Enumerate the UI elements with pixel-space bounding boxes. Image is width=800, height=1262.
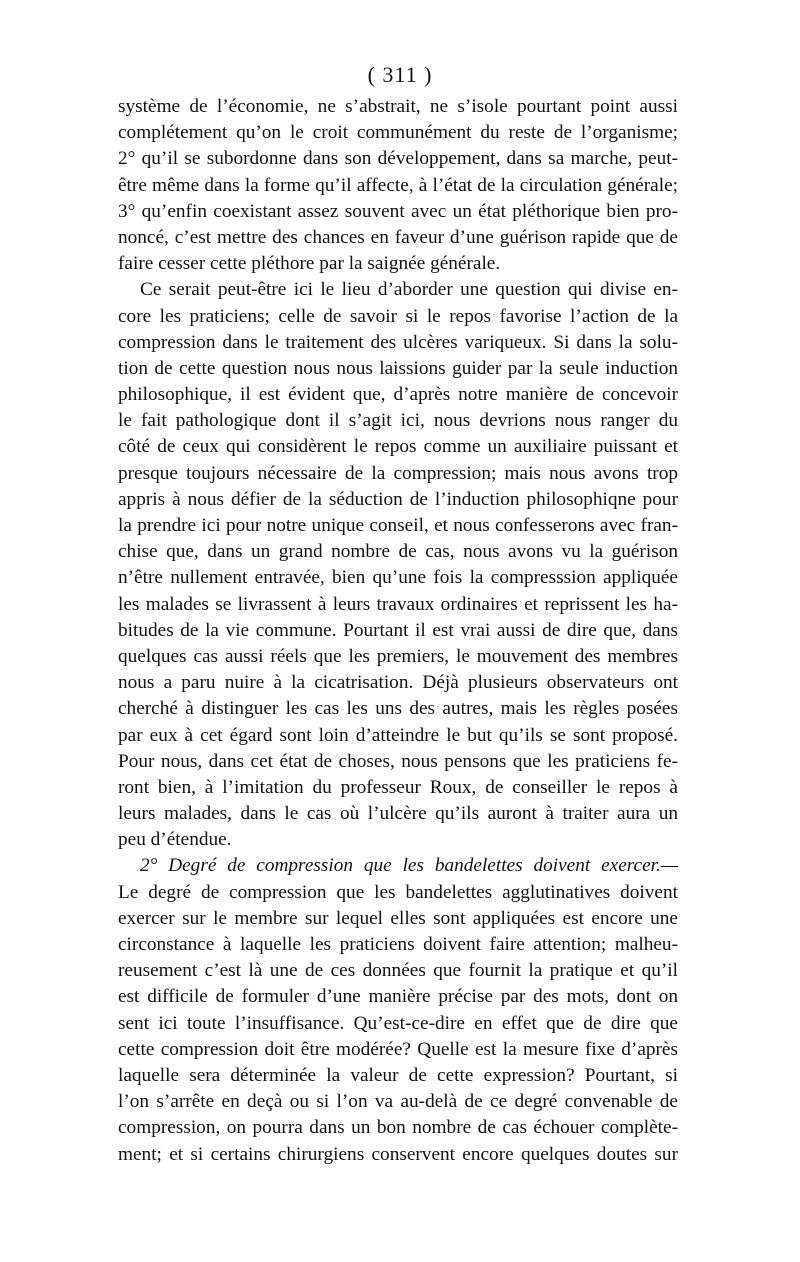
text-line: ment; et si certains chirurgiens conservent encore quelques doutes sur <box>118 1143 678 1165</box>
text-line: 2° qu’il se subordonne dans son développement, dans sa marche, peut- <box>118 148 678 170</box>
section-heading: 2° Degré de compression que les bandelettes doivent exercer.— <box>140 855 678 877</box>
text-line: leurs malades, dans le cas où l’ulcère qu’ils auront à traiter aura un <box>118 803 678 825</box>
text-line: l’on s’arrête en deçà ou si l’on va au-delà de ce degré convenable de <box>118 1091 678 1113</box>
text-line: compression, on pourra dans un bon nombre de cas échouer complète- <box>118 1117 678 1139</box>
text-line: Ce serait peut-être ici le lieu d’aborder une question qui divise en- <box>140 279 678 301</box>
text-line: faire cesser cette pléthore par la saignée générale. <box>118 253 501 275</box>
text-line: chise que, dans un grand nombre de cas, nous avons vu la guérison <box>118 541 678 563</box>
text-line: système de l’économie, ne s’abstrait, ne s’isole pourtant point aussi <box>118 96 678 117</box>
text-line: cette compression doit être modérée? Quelle est la mesure fixe d’après <box>118 1038 678 1060</box>
text-line: le fait pathologique dont il s’agit ici, nous devrions nous ranger du <box>118 410 678 432</box>
text-line: est difficile de formuler d’une manière précise par des mots, dont on <box>118 986 678 1008</box>
text-line: compression dans le traitement des ulcères variqueux. Si dans la solu- <box>118 331 678 353</box>
text-line: quelques cas aussi réels que les premiers, le mouvement des membres <box>118 645 678 667</box>
text-line: nous a paru nuire à la cicatrisation. Déjà plusieurs observateurs ont <box>118 672 678 694</box>
text-line: complétement qu’on le croit communément du reste de l’organisme; <box>118 122 678 144</box>
text-line: être même dans la forme qu’il affecte, à l’état de la circulation générale; <box>118 174 678 196</box>
text-line: exercer sur le membre sur lequel elles sont appliquées est encore une <box>118 907 678 929</box>
text-line: la prendre ici pour notre unique conseil, et nous confesserons avec fran- <box>118 515 678 536</box>
text-line: noncé, c’est mettre des chances en faveur d’une guérison rapide que de <box>118 226 678 248</box>
body-text <box>118 94 678 1168</box>
text-line: reusement c’est là une de ces données que fournit la pratique et qu’il <box>118 960 678 982</box>
text-line: Pour nous, dans cet état de choses, nous pensons que les praticiens fe- <box>118 750 678 772</box>
text-line: les malades se livrassent à leurs travaux ordinaires et reprissent les ha- <box>118 593 678 615</box>
text-line: Le degré de compression que les bandelettes agglutinatives doivent <box>118 881 678 903</box>
text-line: tion de cette question nous nous laissions guider par la seule induction <box>118 357 678 379</box>
text-line: core les praticiens; celle de savoir si le repos favorise l’action de la <box>118 305 678 327</box>
text-line: 3° qu’enfin coexistant assez souvent avec un état pléthorique bien pro- <box>118 200 678 222</box>
text-line: peu d’étendue. <box>118 829 232 851</box>
text-line: sent ici toute l’insuffisance. Qu’est-ce-dire en effet que de dire que <box>118 1012 678 1034</box>
text-line: presque toujours nécessaire de la compression; mais nous avons trop <box>118 462 678 484</box>
text-line: par eux à cet égard sont loin d’atteindre le but qu’ils se sont proposé. <box>118 724 678 746</box>
text-line: n’être nullement entravée, bien qu’une fois la compresssion appliquée <box>118 567 678 589</box>
page-number: ( 311 ) <box>367 62 433 87</box>
text-line: côté de ceux qui considèrent le repos comme un auxiliaire puissant et <box>118 436 678 458</box>
text-line: circonstance à laquelle les praticiens doivent faire attention; malheu- <box>118 934 678 955</box>
text-line: cherché à distinguer les cas les uns des autres, mais les règles posées <box>118 698 678 720</box>
text-line: appris à nous défier de la séduction de l’induction philosophiqne pour <box>118 488 678 510</box>
text-line: laquelle sera déterminée la valeur de cette expression? Pourtant, si <box>118 1064 678 1086</box>
text-line: ront bien, à l’imitation du professeur Roux, de conseiller le repos à <box>118 776 678 798</box>
text-line: bitudes de la vie commune. Pourtant il est vrai aussi de dire que, dans <box>118 619 678 641</box>
text-line: philosophique, il est évident que, d’après notre manière de concevoir <box>118 384 678 406</box>
